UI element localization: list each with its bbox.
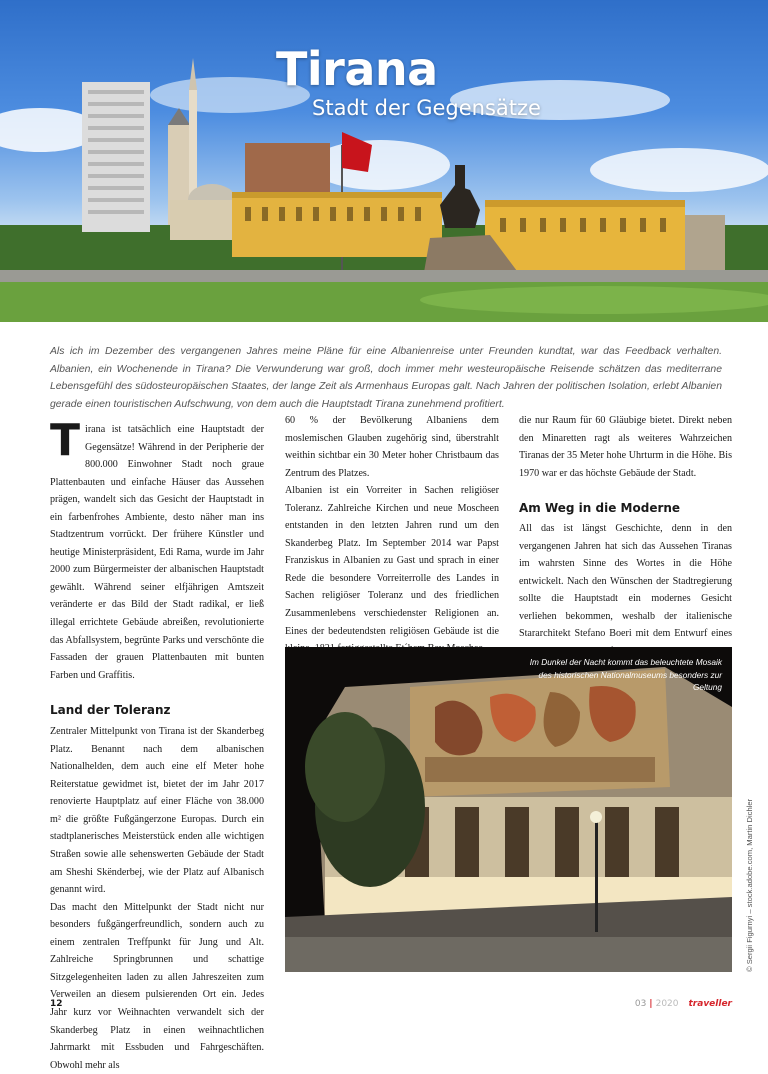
- photo-caption: Im Dunkel der Nacht kommt das beleuchtete Mosaik des historischen Nationalmuseums besonders zur Geltung: [529, 657, 722, 692]
- body-paragraph: Das macht den Mittelpunkt der Stadt nicht nur besonders fußgängerfreundlich, sondern auch zu einem zentralen Treffpunkt für Jung und Alt. Zahlreiche Springbrunnen und schattige Sitzgelegenheiten laden zu allen Jahreszeiten zum Verweilen an diesem pulsierenden Ort ein. Jedes Jahr kurz vor Weihnachten verwandelt sich der Skanderbeg Platz in einen weihnachtlichen Jahrmarkt mit Essbuden und Fahrgeschäften. Obwohl mehr als: [50, 901, 264, 1071]
- body-paragraph: die nur Raum für 60 Gläubige bietet. Direkt neben den Minaretten ragt als weiteres Wahrzeichen Tiranas der 35 Meter hohe Uhrturm in die Höhe. Bis 1970 war er das höchste Gebäude der Stadt.: [519, 415, 732, 479]
- body-paragraph: Zentraler Mittelpunkt von Tirana ist der Skanderbeg Platz. Benannt nach dem albanischen Nationalhelden, dem auch eine elf Meter hohe Reiterstatue gewidmet ist, bietet der im Jahr 2017 renovierte Hauptplatz auf einer Fläche von 38.000 m² die größte Fußgängerzone Europas. Durch ein stadtplanerisches Meisterstück enden alle wichtigen Straßen sowie alle sehenswerten Gebäude der Stadt am Sheshi Skënderbej, wie der Platz auf Albanisch genannt wird.: [50, 726, 264, 896]
- magazine-footer: [635, 999, 732, 1009]
- body-paragraph: Albanien ist ein Vorreiter in Sachen religiöser Toleranz. Zahlreiche Kirchen und neue Moscheen entstanden in den letzten Jahren rund um den Skanderbeg Platz. Im September 2014 war Papst Franziskus in Albanien zu Gast und sprach in einer Rede die besondere Vorreiterrolle des Landes in Sachen religiöser Toleranz und des friedlichen Zusammenlebens verschiedenster Religionen an. Eines der bedeutendsten religiösen Gebäude ist die: [285, 485, 499, 637]
- body-paragraph: 60 % der Bevölkerung Albaniens dem moslemischen Glauben zugehörig sind, überstrahlt weithin sichtbar ein 30 Meter hoher Christbaum das Zentrum des Platzes.: [285, 415, 499, 479]
- photo-credit: © Sergii Figurnyi – stock.adobe.com, Martin Dichler: [745, 798, 754, 972]
- page-subtitle: Stadt der Gegensätze: [312, 96, 541, 120]
- page-title: Tirana: [276, 42, 438, 96]
- issue-year: 2020: [655, 999, 679, 1009]
- brand-logo: traveller: [688, 999, 732, 1009]
- intro-text: irana ist tatsächlich eine Hauptstadt der Gegensätze! Während in der Peripherie der 800.000 Einwohner Stadt noch graue Plattenbauten und einfache Häuser das Aussehen prägen, wandelt sich das Gesicht der Hauptstadt in ein farbenfrohes Ambiente, desto näher man ins Stadtzentrum vorrückt. Der frühere Künstler und heutige Ministerpräsident, Edi Rama, wurde im Jahr 2000 zum Bürgermeister der albanischen Hauptstadt gewählt. Während seiner elfjährigen Amtszeit veränderte er das Bild der Stadt radikal, er ließ illegal errichtete Gebäude abreißen, revolutionierte das Abfallsystem, begrünte Parks und verschönte die Fassaden der grauen Plattenbauten mit bunten Farben und Graffitis.: [50, 424, 264, 681]
- footer-separator: |: [649, 999, 653, 1009]
- section-heading-moderne: Am Weg in die Moderne: [519, 501, 681, 516]
- lead-paragraph: Als ich im Dezember des vergangenen Jahres meine Pläne für eine Albanienreise unter Freunden kundtat, war das Feedback verhalten. Albanien, ein Wochenende in Tirana? Die Verwunderung war groß, doch immer mehr westeuropäische Reisende schätzen das mediterrane Lebensgefühl des südosteuropäischen Staates, der lange Zeit als Armenhaus Europas galt. Nach Jahren der politischen Isolation, erlebt Albanien gerade einen touristischen Aufschwung, von dem auch die Hauptstadt Tirana zunehmend profitiert.: [50, 346, 722, 410]
- intro-paragraph: [50, 415, 264, 684]
- national-museum-night-photo: [285, 647, 732, 972]
- page-number: 12: [50, 999, 63, 1009]
- column-3: [519, 412, 732, 678]
- column-2: [285, 412, 499, 658]
- museum-mosaic-illustration: [285, 647, 732, 972]
- hero-photo: [0, 0, 768, 322]
- body-paragraph: All das ist längst Geschichte, denn in den vergangenen Jahren hat sich das Aussehen Tiranas im wahrsten Sinne des Wortes in die Höhe entwickelt. Nach den Wünschen der Stadtregierung sollte die Hauptstadt ein modernes Gesicht verliehen bekommen, weshalb der italienische Stararchitekt Stefano Boeri mit dem Entwurf eines: [519, 523, 732, 640]
- section-heading-toleranz: Land der Toleranz: [50, 703, 171, 718]
- issue-number: 03: [634, 999, 647, 1009]
- column-1: [50, 415, 264, 1074]
- drop-cap: T: [50, 415, 81, 466]
